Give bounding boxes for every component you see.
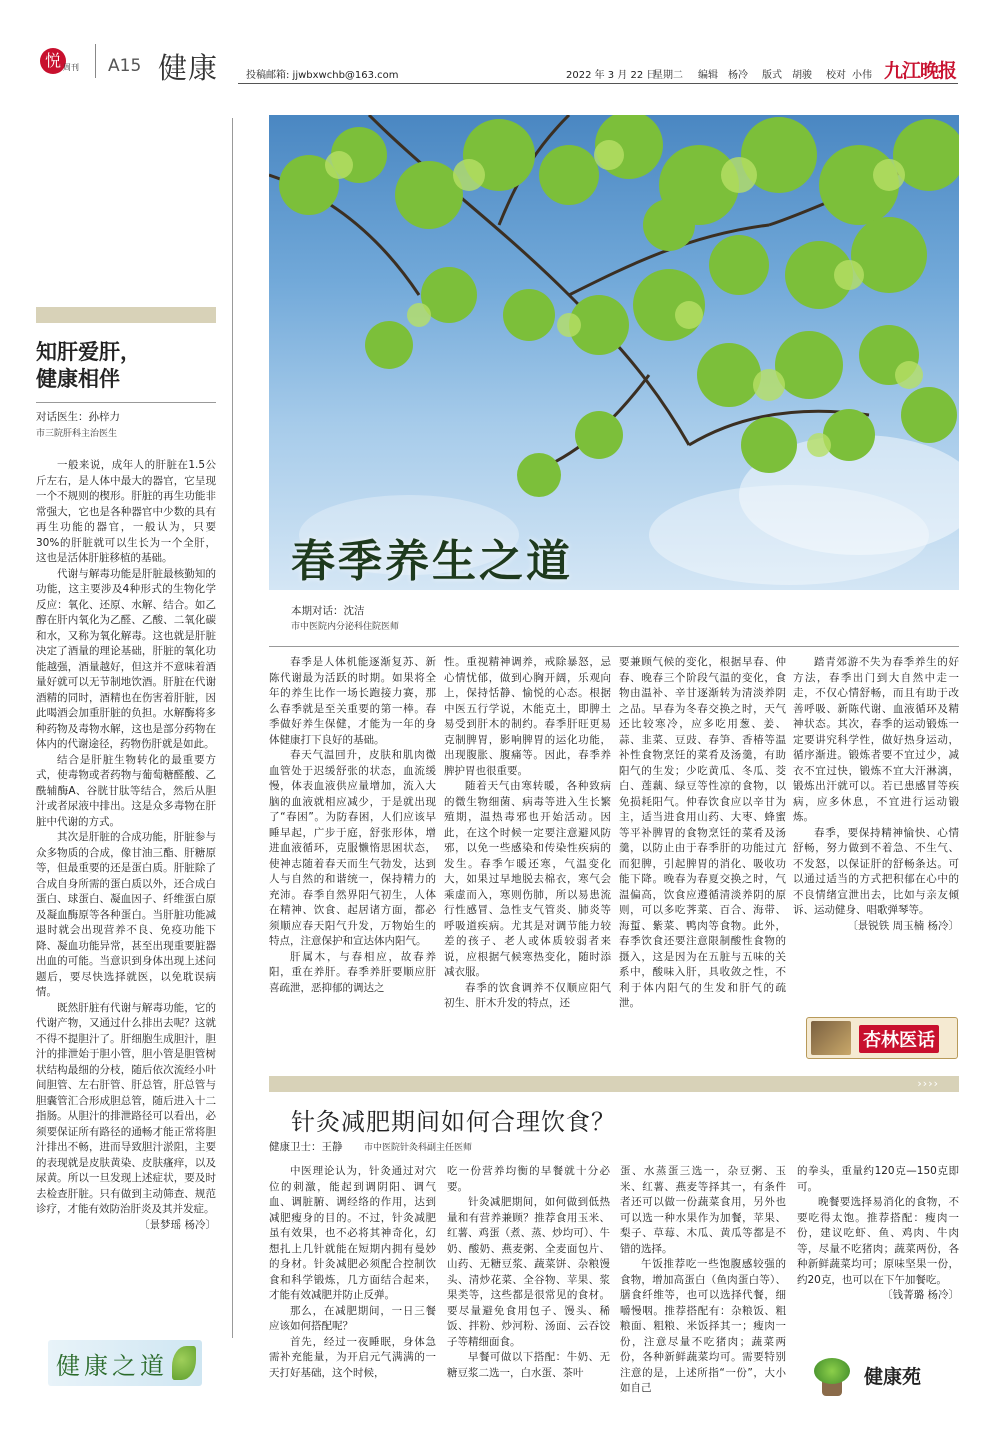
newspaper-logo: 九江晚报 [884,60,957,82]
acupuncture-section-bar [269,1076,959,1092]
liver-body [36,458,216,1318]
liver-paragraph: 代谢与解毒功能是肝脏最核勤知的功能，这主要涉及4种形式的生物化学反应：氧化、还原、水解、结合。如乙醇在肝内氧化为乙醛、乙酸、二氧化碳和水，又称为氧化解毒。这也就是肝脏决定了酒量的理论基础，肝脏的氧化功能越强，酒量越好，但这并不意味着酒量好就可以无节制地饮酒。肝脏在代谢酒精的同时，酒精也在伤害着肝脏，因此喝酒会加重肝脏的负担。水解酶将多种药物及毒物水解，这也是部分药物在体内的代谢途径，药物伤肝就是如此。 [36,567,216,750]
liver-paragraph: 其次是肝脏的合成功能，肝脏参与众多物质的合成，像甘油三酯、肝糖原等，但最重要的还是蛋白质。肝脏除了合成自身所需的蛋白质以外，还合成白蛋白、球蛋白、凝血因子、纤维蛋白原及凝血酶原等各种蛋白。当肝脏功能减退时就会出现营养不良、免疫功能下降、凝血功能异常，甚至出现重要脏器出血的可能。当意识到身体出现上述问题后，要尽快选择就医，以免耽误病情。 [36,831,216,998]
acupuncture-paragraph: 的拳头，重量约120克—150克即可。 [797,1165,959,1193]
acupuncture-column-1 [269,1164,436,1408]
spring-paragraph: 春天气温回升，皮肤和肌肉微血管处于迟缓舒张的状态，血流缓慢，体表血液供应量增加，流入大脑的血液就相应减少，于是就出现了“春困”。为防春困，人们应该早睡早起，广步于庭，舒张形体，增进血液循环，克服懒惰思困状态，使神志随着春天而生气勃发，达到人与自然的和谐统一，保持精力的充沛。春季自然界阳气初生，人体在精神、饮食、起居诸方面，都必须顺应春天阳气升发，万物始生的特点，注意保护和宣达体内阳气。 [269,749,436,947]
proof-name: 小伟 [852,70,872,81]
liver-title-line1: 知肝爱肝， [36,339,141,364]
submission-email: 投稿邮箱: jjwbxwchb@163.com [246,70,399,81]
acupuncture-paragraph: 吃一份营养均衡的早餐就十分必要。 [447,1165,610,1193]
spring-column-4 [793,655,959,975]
editor-name: 杨冷 [728,70,748,81]
potted-plant-icon [808,1354,858,1396]
acupuncture-paragraph: 早餐可做以下搭配：牛奶、无糖豆浆二选一，白水蛋、茶叶 [447,1351,610,1379]
spring-paragraph: 随着天气由寒转暖，各种致病的微生物细菌、病毒等进入生长繁殖期，温热毒邪也开始活动。因此，在这个时候一定要注意避风防邪，以免一些感染和传染性疾病的发生。春季乍暖还寒，气温变化大，如果过早地脱去棉衣，寒气会乘虚而入，寒则伤肺，所以易患流行性感冒、急性支气管炎、肺炎等呼吸道疾病。尤其是对调节能力较差的孩子、老人或体质较弱者来说，应根据气候寒热变化，随时添减衣服。 [444,780,611,978]
liver-article [36,118,218,1408]
spring-paragraph: 肝属木，与春相应，故春养阳，重在养肝。春季养肝要顺应肝喜疏泄，恶抑郁的调达之 [269,950,436,994]
issue-date: 2022 年 3 月 22 日 [566,70,657,81]
page-number: A15 [108,56,142,76]
acupuncture-credit: 〔钱菁璐 杨冷〕 [882,1289,959,1301]
xinglin-logo-text: 杏林医话 [859,1025,939,1053]
spring-interviewee: 本期对话：沈洁 [291,605,365,617]
weekly-logo-sub: 周刊 [63,63,79,72]
liver-paragraph: 一般来说，成年人的肝脏在1.5公斤左右，是人体中最大的器官，它呈现一个不规则的楔形。肝脏的再生功能非常强大，它也是各种器官中少数的具有再生功能的器官，一般认为，只要30%的肝脏就可以生长为一个全肝，这也是活体肝脏移植的基础。 [36,459,216,564]
acupuncture-column-2 [447,1164,610,1408]
acupuncture-paragraph: 那么，在减肥期间，一日三餐应该如何搭配呢？ [269,1304,436,1332]
spring-paragraph: 性。重视精神调养，戒除暴怒，忌心情忧郁，做到心胸开阔，乐观向上，保持恬静、愉悦的心态。根据中医五行学说，木能克土，即脾土易受到肝木的制约。春季肝旺更易克制脾胃，影响脾胃的运化功能，出现腹胀、腹痛等。因此，春季养脾护胃也很重要。 [444,656,611,777]
spring-paragraph: 春季的饮食调养不仅顺应阳气初生、肝木升发的特点，还 [444,981,611,1009]
section-title: 健康 [158,51,219,85]
liver-paragraph: 既然肝脏有代谢与解毒功能，它的代谢产物，又通过什么排出去呢？这就不得不提胆汁了。肝细胞生成胆汁，胆汁的排泄始于胆小管，胆小管是胆管树状结构最细的分枝，随后依次流经小叶间胆管、左右肝管、肝总管，肝总管与胆囊管汇合形成胆总管，随后进入十二指肠。从胆汁的排泄路径可以看出，必须要保证所有路径的通畅才能正常将胆汁排出不畅，进而导致胆汁淤阻，主要的表现就是皮肤黄染、皮肤瘙痒，以及尿黄。所以一旦发现上述症状，要及时去检查肝脏。只有做到主动筛查、规范诊疗，才能有效防治肝炎及其并发症。 [36,1001,216,1215]
spring-hero-image [269,115,959,590]
proof-label: 校对 [826,70,846,81]
spring-byline-rule [269,646,959,647]
health-way-logo-text: 健康之道 [56,1352,168,1380]
acupuncture-paragraph: 中医理论认为，针灸通过对穴位的刺激，能起到调阴阳、调气血、调脏腑、调经络的作用，达到减肥瘦身的目的。不过，针灸减肥虽有效果，也不必将其神奇化，幻想扎上几针就能在短期内拥有曼妙的身材。针灸减肥必须配合控制饮食和科学锻炼，几方面结合起来，才能有效减肥并防止反弹。 [269,1165,436,1301]
health-way-logo [48,1340,202,1386]
spring-hero-title: 春季养生之道 [291,536,573,587]
acupuncture-affiliation: 市中医院针灸科副主任医师 [364,1143,473,1153]
more-arrows-icon: ›››› [917,1077,939,1090]
spring-paragraph: 春季，要保持精神愉快、心情舒畅，努力做到不着急、不生气、不发怒，以保证肝的舒畅条达。可以通过适当的方式把积郁在心中的不良情绪宣泄出去，比如与亲友倾诉、运动健身、唱歌弹琴等。 [793,826,959,916]
acupuncture-column-3 [620,1164,786,1408]
liver-interviewee: 对话医生：孙梓力 [36,411,120,423]
spring-paragraph: 踏青郊游不失为春季养生的好方法，春季出门到大自然中走一走，不仅心情舒畅，而且有助于改善呼吸、新陈代谢、血液循环及精神状态。其次，春季的运动锻炼一定要讲究科学性，做好热身运动，循序渐进。锻炼者要不宜过少，减衣不宜过快，锻炼不宜大汗淋漓，锻炼出汗就可以。若已患感冒等疾病，应多休息，不宜进行运动锻炼。 [793,656,959,823]
header-divider [95,44,96,78]
spring-paragraph: 要兼顾气候的变化，根据早春、仲春、晚春三个阶段气温的变化，食物由温补、辛甘逐渐转为清淡养阴之品。早春为冬春交换之时，天气还比较寒冷，应多吃用葱、姜、蒜、韭菜、豆豉、春笋、香椿等温补性食物烹饪的菜肴及汤羹，有助阳气的生发；少吃黄瓜、冬瓜、茭白、莲藕、绿豆等性凉的食物，以免损耗阳气。仲春饮食应以辛甘为主，适当进食用山药、大枣、蜂蜜等平补脾胃的食物烹饪的菜肴及汤羹，以防止由于春季肝的功能过亢而犯脾，引起脾胃的消化、吸收功能下降。晚春为春夏交换之时，气温偏高，饮食应遵循清淡养阴的原则，可以多吃荠菜、百合、海带、海蜇、紫菜、鸭肉等食物。此外，春季饮食还要注意限制酸性食物的摄入，这是因为在五脏与五味的关系中，酸味入肝，具收敛之性，不利于体内阳气的生发和肝气的疏泄。 [619,656,786,1009]
jiankangyuan-logo-text: 健康苑 [864,1366,922,1388]
spring-credit: 〔景锐铁 周玉楠 杨冷〕 [847,919,959,932]
liver-title-bar [36,307,216,323]
liver-title-rule [36,402,216,403]
acupuncture-paragraph: 午饭推荐吃一些饱腹感较强的食物，增加高蛋白（鱼肉蛋白等）、膳食纤维等，也可以选择代餐，细嚼慢咽。推荐搭配有：杂粮饭、粗粮面、粗粮、米饭择其一；瘦肉一份，注意尽量不吃猪肉；蔬菜两份，各种新鲜蔬菜均可。需要特别注意的是，上述所指“一份”，大小如自己 [620,1258,786,1394]
layout-label: 版式 [762,70,782,81]
weekly-logo-icon: 悦 [40,48,66,74]
spring-column-3 [619,655,786,1065]
header-rule [238,83,958,84]
left-column-divider [232,118,233,1338]
spring-paragraph: 春季是人体机能逐渐复苏、新陈代谢最为活跃的时期。如果将全年的养生比作一场长跑接力赛，那么春季就是至关重要的第一棒。春季做好养生保健，才能为一年的身体健康打下良好的基础。 [269,656,436,746]
layout-name: 胡骏 [792,70,812,81]
spring-column-1 [269,655,436,1065]
editor-label: 编辑 [698,70,718,81]
acupuncture-paragraph: 蛋、水蒸蛋三选一，杂豆粥、玉米、红薯、燕麦等择其一，有条件者还可以做一份蔬菜食用，另外也可以选一种水果作为加餐，苹果、梨子、草莓、木瓜、黄瓜等都是不错的选择。 [620,1165,786,1255]
spring-column-2 [444,655,611,1065]
tree-branch-illustration [269,115,959,590]
acupuncture-paragraph: 首先，经过一夜睡眠，身体急需补充能量，为开启元气满满的一天打好基础，这个时候， [269,1335,436,1379]
acupuncture-title: 针灸减肥期间如何合理饮食？ [291,1108,616,1136]
spring-affiliation: 市中医院内分泌科住院医师 [291,622,400,632]
doctor-portrait-icon [811,1021,851,1055]
jiankangyuan-column-logo [804,1348,954,1400]
liver-credit: 〔景梦瑶 杨冷〕 [139,1218,216,1231]
acupuncture-paragraph: 针灸减肥期间，如何做到低热量和有营养兼顾？推荐食用玉米、红薯、鸡蛋（煮、蒸、炒均可）、牛奶、酸奶、燕麦粥、全麦面包片、山药、无糖豆浆、蔬菜饼、杂粮馒头、清炒花菜、全谷物、苹果、浆果类等，这些都是很常见的食材。要尽量避免食用包子、馒头、稀饭、拌粉、炒河粉、汤面、云吞饺子等精细面食。 [447,1196,610,1348]
masthead [0,0,998,96]
acupuncture-interviewee: 健康卫士：王静 [269,1141,343,1153]
liver-affiliation: 市三院肝科主治医生 [36,429,118,439]
liver-title [36,338,141,392]
liver-paragraph: 结合是肝脏生物转化的最重要方式，使毒物或者药物与葡萄糖醛酸、乙酰辅酶A、谷胱甘肽等结合，然后从胆汁或者尿液中排出。这是众多毒物在肝脏中代谢的方式。 [36,753,216,828]
acupuncture-column-4 [797,1164,959,1324]
acupuncture-paragraph: 晚餐要选择易消化的食物，不要吃得太饱。推荐搭配：瘦肉一份，建议吃虾、鱼、鸡肉、牛肉等，尽量不吃猪肉；蔬菜两份，各种新鲜蔬菜均可；原味坚果一份，约20克，也可以在下午加餐吃。 [797,1196,959,1286]
liver-title-line2: 健康相伴 [36,366,120,391]
leaf-decoration-icon [172,1346,196,1380]
xinglin-column-logo [806,1017,958,1059]
issue-weekday: 星期二 [653,70,683,81]
